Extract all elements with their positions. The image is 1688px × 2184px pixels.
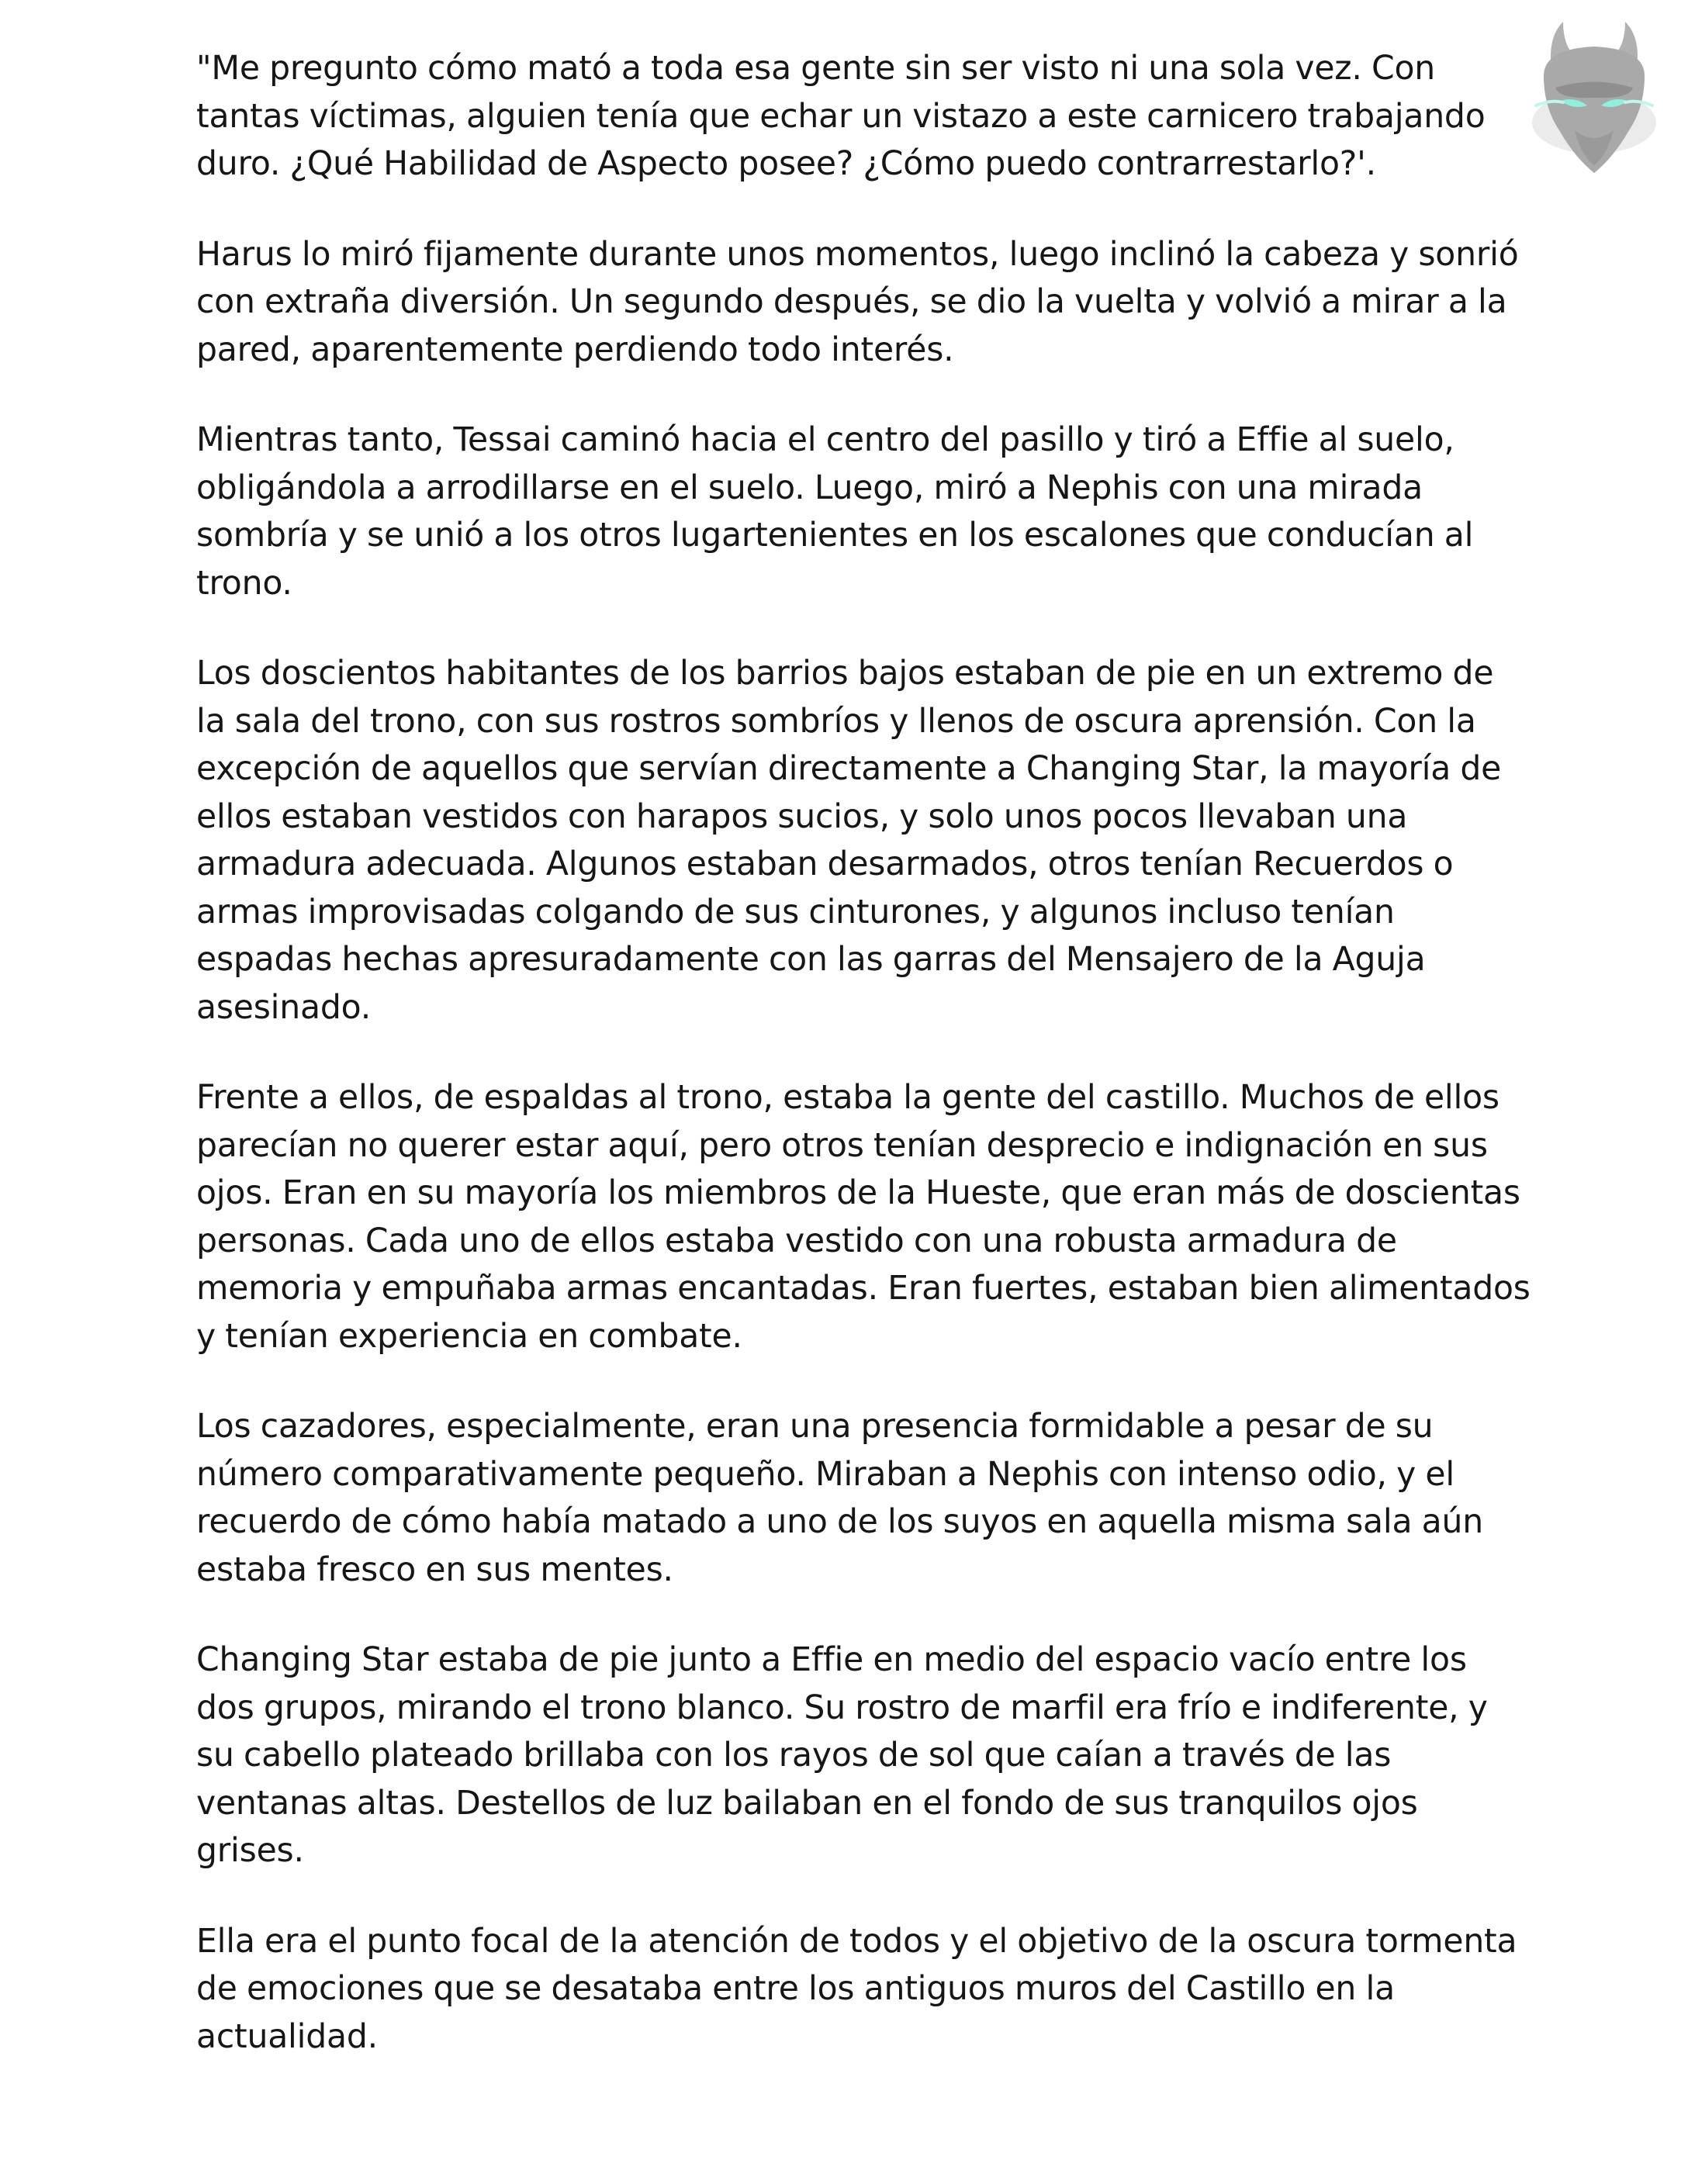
paragraph: "Me pregunto cómo mató a toda esa gente sin ser visto ni una sola vez. Con tantas víctimas, alguien tenía que echar un vistazo a este carnicero trabajando duro. ¿Qué Habilidad de Aspecto posee? ¿Cómo puedo contrarrestarlo?'. bbox=[196, 50, 1486, 183]
paragraph: Los doscientos habitantes de los barrios bajos estaban de pie en un extremo de la sala del trono, con sus rostros sombríos y llenos de oscura aprensión. Con la excepción de aquellos que servían directamente a Changing Star, la mayoría de ellos estaban vestidos con harapos sucios, y solo unos pocos llevaban una armadura adecuada. Algunos estaban desarmados, otros tenían Recuerdos o armas improvisadas colgando de sus cinturones, y algunos incluso tenían espadas hechas apresuradamente con las garras del Mensajero de la Aguja asesinado. bbox=[196, 655, 1502, 1027]
demon-mask-icon bbox=[1520, 14, 1668, 185]
paragraph: Frente a ellos, de espaldas al trono, estaba la gente del castillo. Muchos de ellos parecían no querer estar aquí, pero otros tenían desprecio e indignación en sus ojos. Eran en su mayoría los miembros de la Hueste, que eran más de doscientas personas. Cada uno de ellos estaba vestido con una robusta armadura de memoria y empuñaba armas encantadas. Eran fuertes, estaban bien alimentados y tenían experiencia en combate. bbox=[196, 1079, 1531, 1356]
chapter-text bbox=[196, 45, 1531, 2061]
paragraph: Harus lo miró fijamente durante unos momentos, luego inclinó la cabeza y sonrió con extraña diversión. Un segundo después, se dio la vuelta y volvió a mirar a la pared, aparentemente perdiendo todo interés. bbox=[196, 235, 1519, 369]
paragraph: Los cazadores, especialmente, eran una presencia formidable a pesar de su número comparativamente pequeño. Miraban a Nephis con intenso odio, y el recuerdo de cómo había matado a uno de los suyos en aquella misma sala aún estaba fresco en sus mentes. bbox=[196, 1408, 1483, 1589]
paragraph: Mientras tanto, Tessai caminó hacia el centro del pasillo y tiró a Effie al suelo, obligándola a arrodillarse en el suelo. Luego, miró a Nephis con una mirada sombría y se unió a los otros lugartenientes en los escalones que conducían al trono. bbox=[196, 421, 1474, 603]
paragraph: Ella era el punto focal de la atención de todos y el objetivo de la oscura tormenta de emociones que se desataba entre los antiguos muros del Castillo en la actualidad. bbox=[196, 1922, 1517, 2056]
paragraph: Changing Star estaba de pie junto a Effie en medio del espacio vacío entre los dos grupos, mirando el trono blanco. Su rostro de marfil era frío e indiferente, y su cabello plateado brillaba con los rayos de sol que caían a través de las ventanas altas. Destellos de luz bailaban en el fondo de sus tranquilos ojos grises. bbox=[196, 1641, 1488, 1870]
